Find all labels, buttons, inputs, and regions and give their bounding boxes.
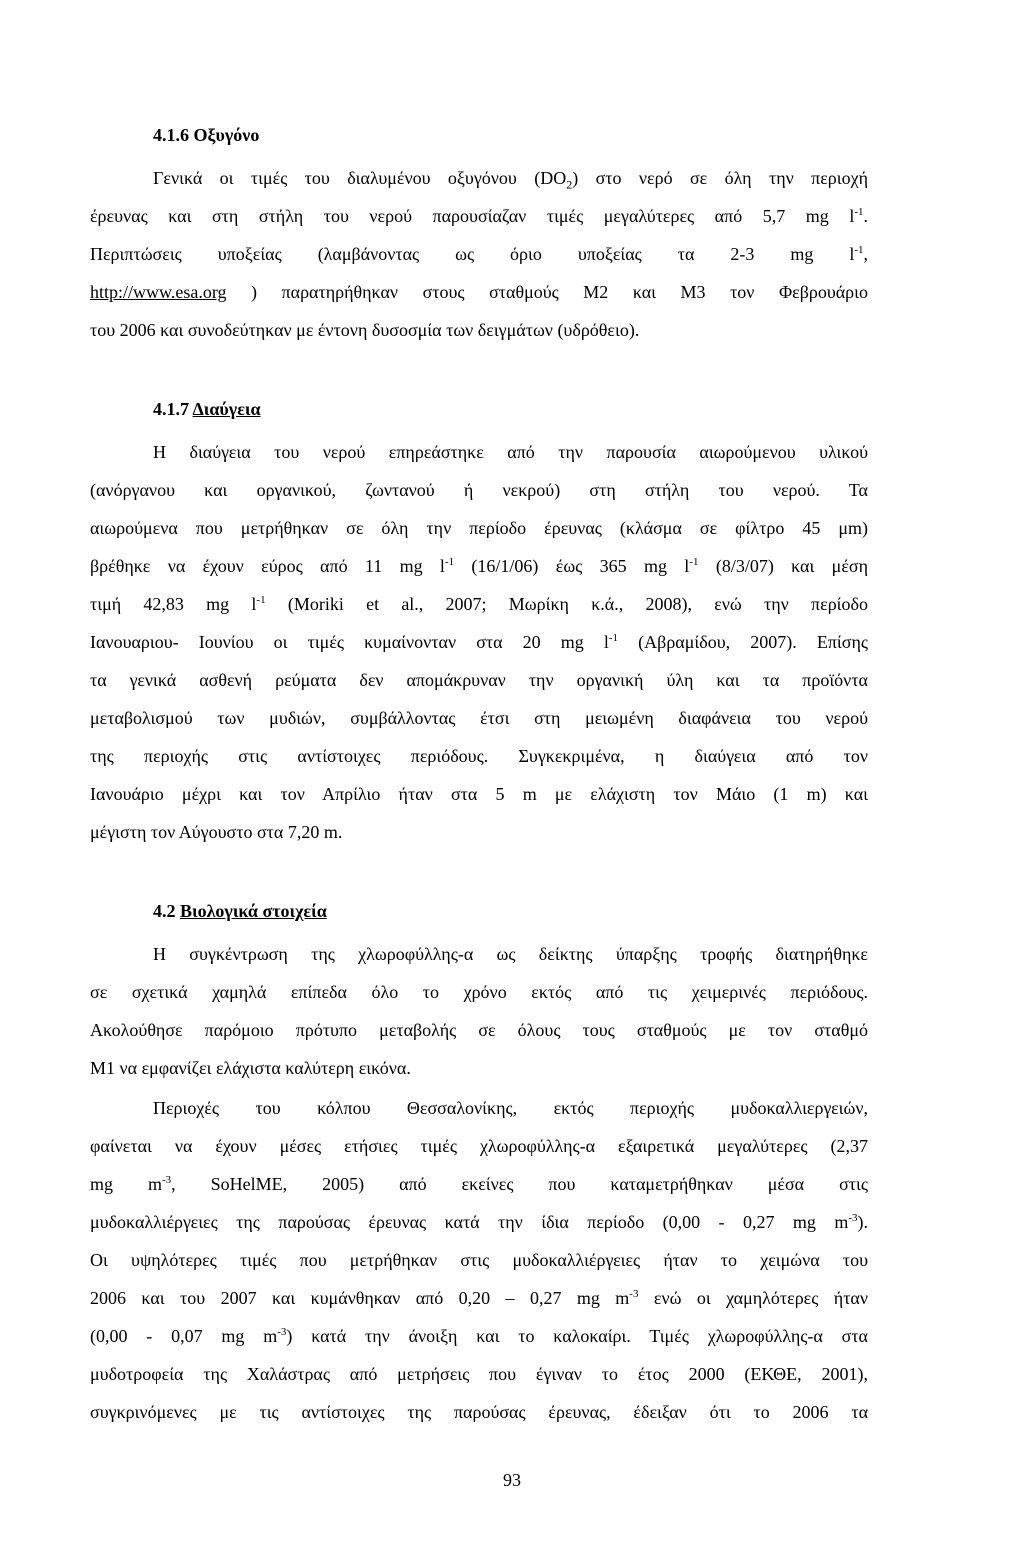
paragraph-line: μυδοτροφεία της Χαλάστρας από μετρήσεις που έγιναν το έτος 2000 (ΕΚΘΕ, 2001), <box>90 1364 868 1384</box>
paragraph-line: συγκρινόμενες με τις αντίστοιχες της παρούσας έρευνας, έδειξαν ότι το 2006 τα <box>90 1402 868 1422</box>
section-heading-biological <box>153 900 327 922</box>
paragraph-line: (0,00 - 0,07 mg $m^{-3}$) κατά την άνοιξη και το καλοκαίρι. Τιμές χλωροφύλλης-α στα <box>90 1326 868 1346</box>
paragraph-line: Μ1 να εμφανίζει ελάχιστα καλύτερη εικόνα. <box>90 1058 411 1078</box>
paragraph-line: Περιπτώσεις υποξείας (λαμβάνοντας ως όριο υποξείας τα 2-3 mg $l^{-1}$, <box>90 244 868 264</box>
paragraph-line: Ιανουάριο μέχρι και τον Απρίλιο ήταν στα 5 m με ελάχιστη τον Μάιο (1 m) και <box>90 784 868 804</box>
section-title: Διαύγεια <box>192 399 261 419</box>
paragraph-line: μυδοκαλλιέργειες της παρούσας έρευνας κατά την ίδια περίοδο (0,00 - 0,27 mg $m^{-3}$). <box>90 1212 868 1232</box>
paragraph-line: Η διαύγεια του νερού επηρεάστηκε από την παρουσία αιωρούμενου υλικού <box>153 442 868 462</box>
page-number: 93 <box>503 1470 521 1490</box>
paragraph-line: Περιοχές του κόλπου Θεσσαλονίκης, εκτός περιοχής μυδοκαλλιεργειών, <box>153 1098 868 1118</box>
paragraph-line: Η συγκέντρωση της χλωροφύλλης-α ως δείκτης ύπαρξης τροφής διατηρήθηκε <box>153 944 868 964</box>
section-heading-clarity <box>153 398 261 420</box>
paragraph-line: τιμή 42,83 mg $l^{-1}$ (Moriki et al., 2007; Μωρίκη κ.ά., 2008), ενώ την περίοδο <box>90 594 868 614</box>
section-number: 4.2 <box>153 901 176 921</box>
paragraph-line: Ακολούθησε παρόμοιο πρότυπο μεταβολής σε όλους τους σταθμούς με τον σταθμό <box>90 1020 868 1040</box>
paragraph-line: Ιανουαριου- Ιουνίου οι τιμές κυμαίνονταν στα 20 mg $l^{-1}$ (Αβραμίδου, 2007). Επίσης <box>90 632 868 652</box>
section-number: 4.1.7 <box>153 399 189 419</box>
paragraph-line: Γενικά οι τιμές του διαλυμένου οξυγόνου $(DO_2)$ στο νερό σε όλη την περιοχή <box>153 168 868 192</box>
paragraph-line: μέγιστη τον Αύγουστο στα 7,20 m. <box>90 822 343 842</box>
paragraph-line-with-link: http://www.esa.org ) παρατηρήθηκαν στους σταθμούς Μ2 και Μ3 τον Φεβρουάριο <box>90 282 868 302</box>
paragraph-line: 2006 και του 2007 και κυμάνθηκαν από 0,20 – 0,27 mg $m^{-3}$ ενώ οι χαμηλότερες ήταν <box>90 1288 868 1308</box>
paragraph-line: έρευνας και στη στήλη του νερού παρουσίαζαν τιμές μεγαλύτερες από 5,7 mg $l^{-1}$. <box>90 206 868 226</box>
paragraph-line: της περιοχής στις αντίστοιχες περιόδους. Συγκεκριμένα, η διαύγεια από τον <box>90 746 868 766</box>
paragraph-line: αιωρούμενα που μετρήθηκαν σε όλη την περίοδο έρευνας (κλάσμα σε φίλτρο 45 μm) <box>90 518 868 538</box>
paragraph-line: φαίνεται να έχουν μέσες ετήσιες τιμές χλωροφύλλης-α εξαιρετικά μεγαλύτερες (2,37 <box>90 1136 868 1156</box>
paragraph-line: μεταβολισμού των μυδιών, συμβάλλοντας έτσι στη μειωμένη διαφάνεια του νερού <box>90 708 868 728</box>
paragraph-line: βρέθηκε να έχουν εύρος από 11 mg $l^{-1}$ (16/1/06) έως 365 mg $l^{-1}$ (8/3/07) και μέση <box>90 556 868 576</box>
section-title: Βιολογικά στοιχεία <box>180 901 327 921</box>
paragraph-line: Οι υψηλότερες τιμές που μετρήθηκαν στις μυδοκαλλιέργειες ήταν το χειμώνα του <box>90 1250 868 1270</box>
paragraph-line: του 2006 και συνοδεύτηκαν με έντονη δυσοσμία των δειγμάτων (υδρόθειο). <box>90 320 640 340</box>
paragraph-line: mg $m^{-3}$, SoHelME, 2005) από εκείνες που καταμετρήθηκαν μέσα στις <box>90 1174 868 1194</box>
section-heading-oxygen: 4.1.6 Οξυγόνο <box>153 125 260 145</box>
paragraph-line: τα γενικά ασθενή ρεύματα δεν απομάκρυναν την οργανική ύλη και τα προϊόντα <box>90 670 868 690</box>
paragraph-line: (ανόργανου και οργανικού, ζωντανού ή νεκρού) στη στήλη του νερού. Τα <box>90 480 868 500</box>
paragraph-line: σε σχετικά χαμηλά επίπεδα όλο το χρόνο εκτός από τις χειμερινές περιόδους. <box>90 982 868 1002</box>
